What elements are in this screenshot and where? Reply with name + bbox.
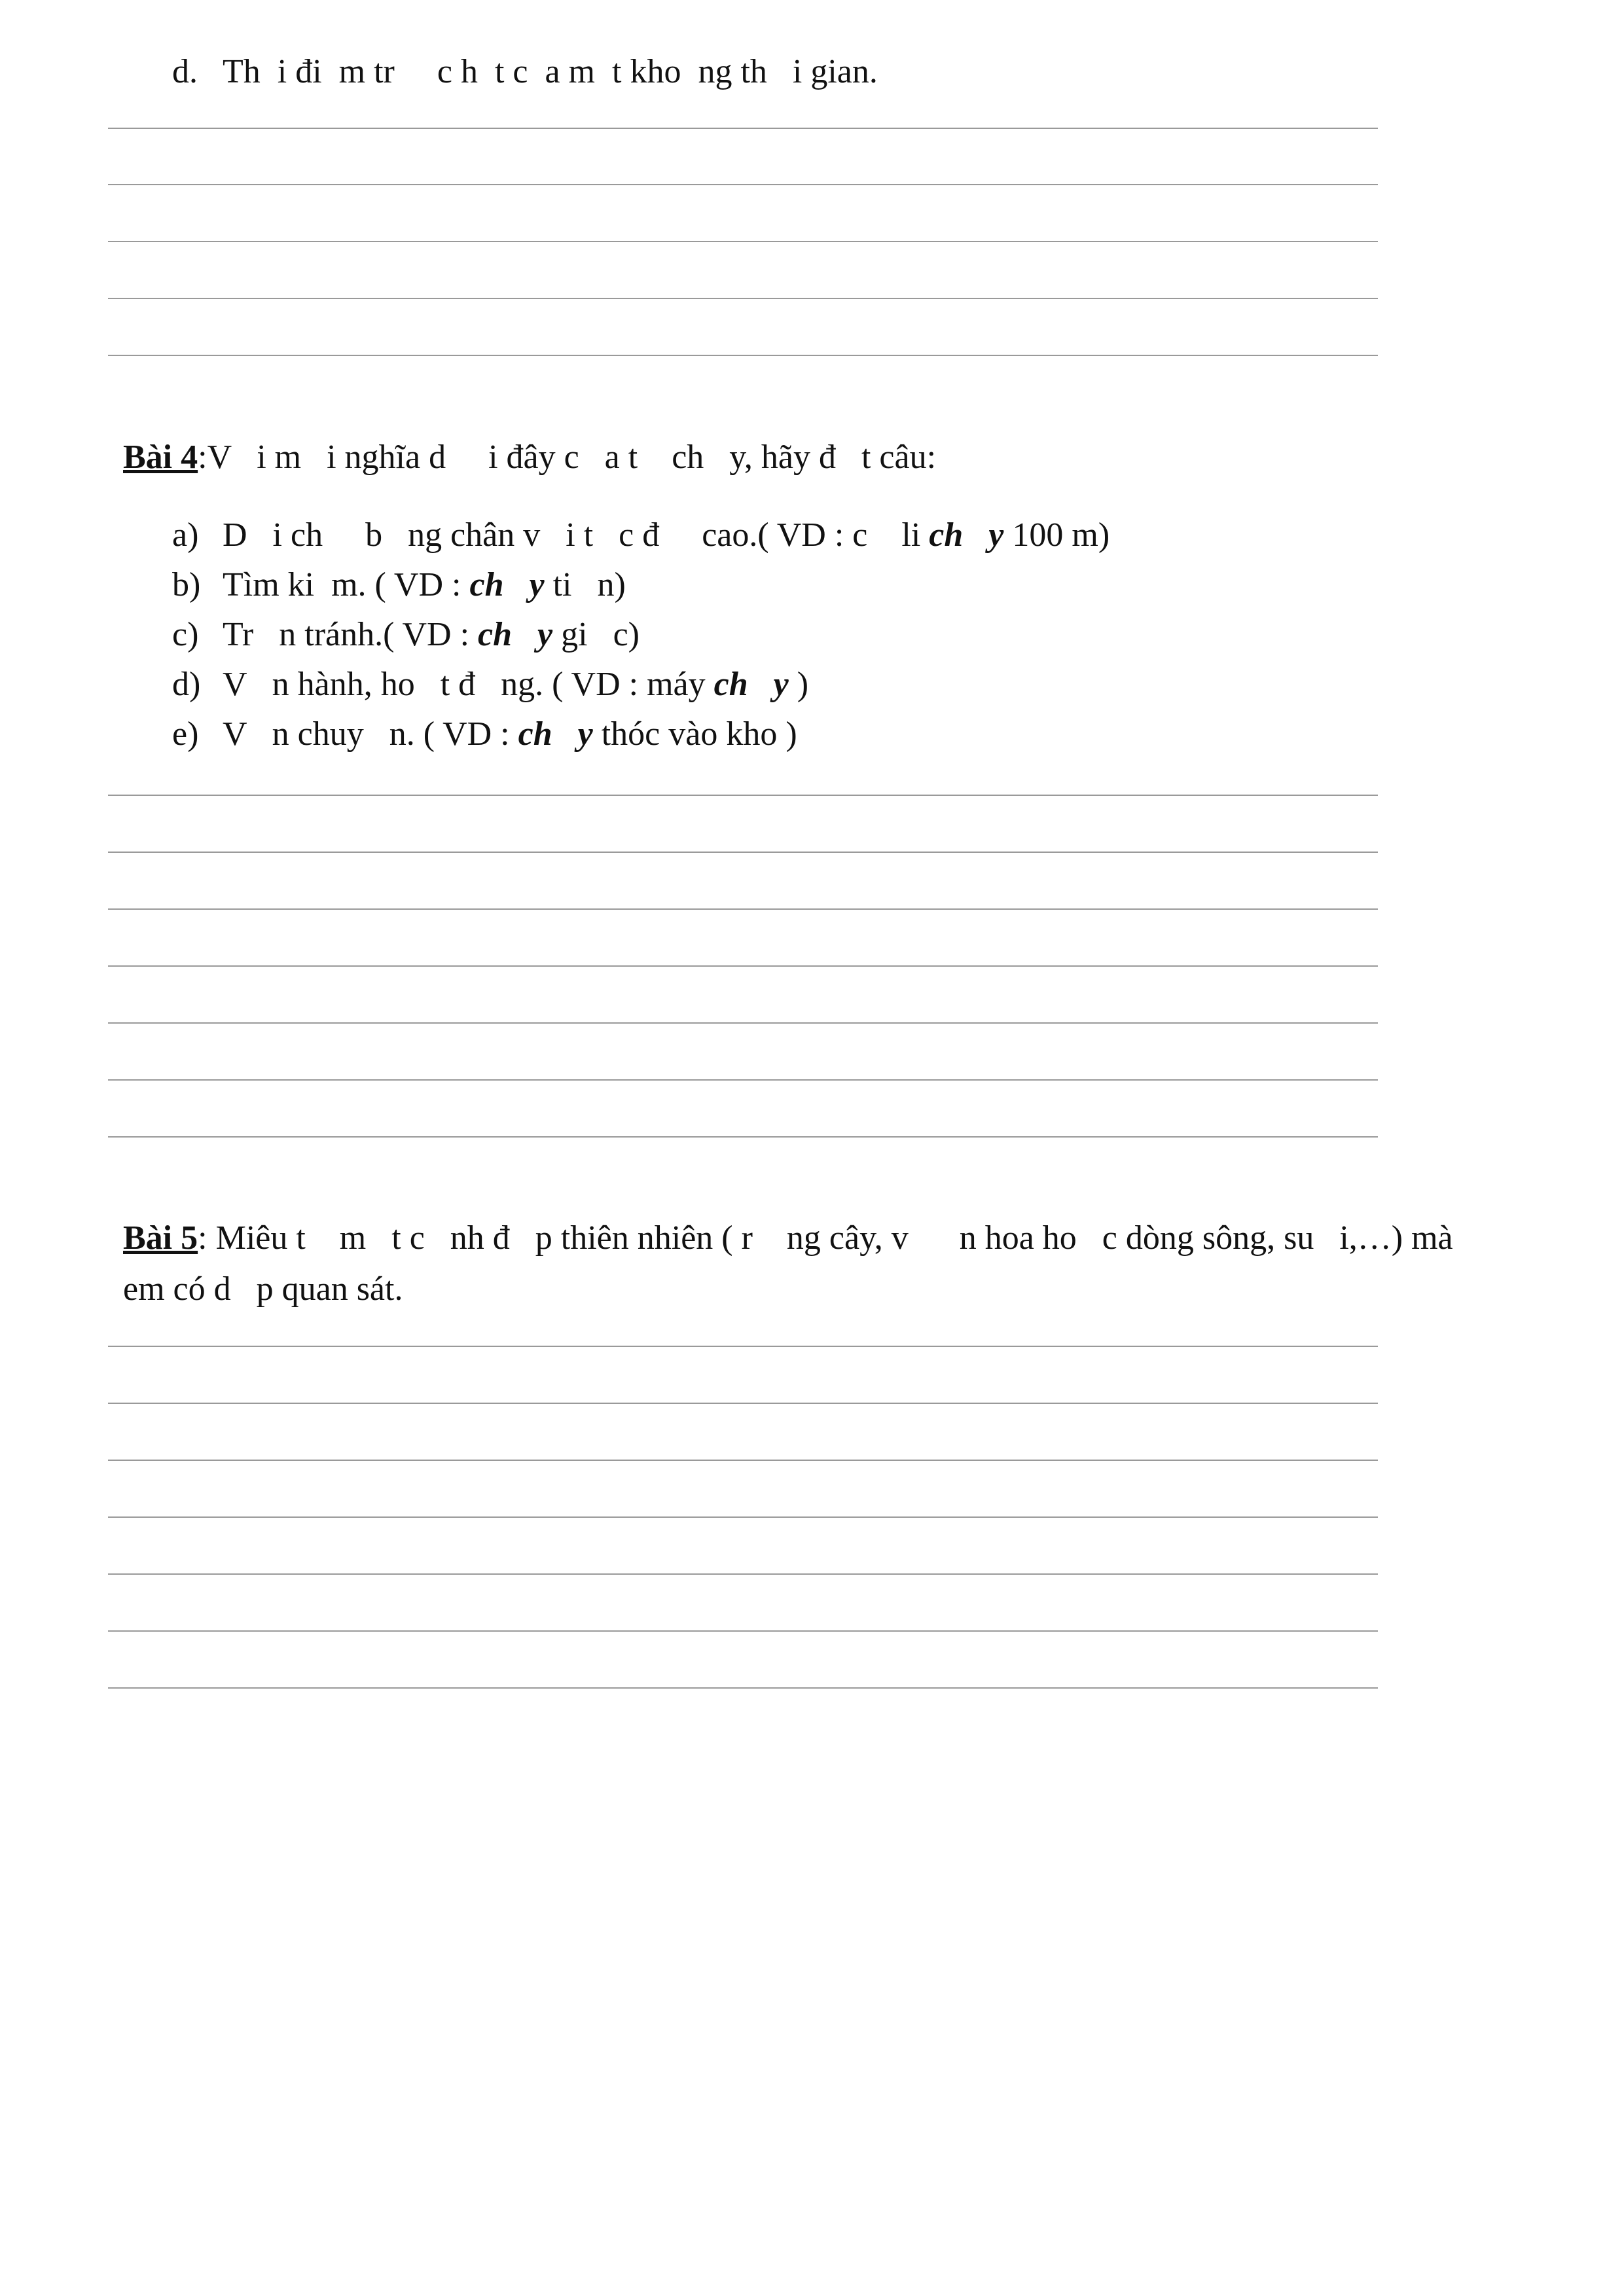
answer-line — [108, 1346, 1378, 1347]
bai5-prompt-line1: : Miêu t m t c nh đ p thiên nhiên ( r ng cây, v n hoa ho c dòng sông, su i,…) mà — [198, 1219, 1453, 1257]
bai4-item-a-marker: a) — [172, 516, 199, 554]
item-d-marker: d. — [172, 53, 198, 90]
answer-line — [108, 184, 1378, 185]
bai4-item-c-marker: c) — [172, 616, 199, 653]
bai4-item-e — [223, 713, 797, 755]
item-text: ti n) — [544, 566, 626, 603]
answer-line — [108, 128, 1378, 129]
answer-line — [108, 1516, 1378, 1518]
bai4-item-e-marker: e) — [172, 715, 199, 753]
item-keyword: ch y — [469, 566, 545, 603]
item-text: gi c) — [552, 616, 640, 653]
bai4-prompt: :V i m i nghĩa d i đây c a t ch y, hãy đ t câu: — [198, 439, 937, 476]
item-d-text: Th i đi m tr c h t c a m t kho ng th i gian. — [223, 53, 878, 90]
answer-line — [108, 1460, 1378, 1461]
answer-line — [108, 1136, 1378, 1138]
answer-line — [108, 795, 1378, 796]
item-text: D i ch b ng chân v i t c đ cao.( VD : c li — [223, 516, 929, 554]
answer-line — [108, 1079, 1378, 1081]
item-text: V n hành, ho t đ ng. ( VD : máy — [223, 666, 714, 703]
bai5-heading — [123, 1217, 1453, 1259]
item-text: ) — [788, 666, 809, 703]
item-text: Tìm ki m. ( VD : — [223, 566, 470, 603]
bai4-item-c — [223, 614, 640, 656]
answer-line — [108, 1022, 1378, 1024]
item-keyword: ch y — [518, 715, 593, 753]
answer-line — [108, 298, 1378, 299]
bai5-prompt-line2: em có d p quan sát. — [123, 1270, 403, 1308]
answer-line — [108, 355, 1378, 356]
item-keyword: ch y — [929, 516, 1004, 554]
bai5-label: Bài 5 — [123, 1219, 198, 1257]
item-text: Tr n tránh.( VD : — [223, 616, 478, 653]
answer-line — [108, 1403, 1378, 1404]
item-text: thóc vào kho ) — [592, 715, 797, 753]
item-text: V n chuy n. ( VD : — [223, 715, 518, 753]
answer-line — [108, 1573, 1378, 1575]
answer-line — [108, 965, 1378, 967]
answer-line — [108, 241, 1378, 242]
bai4-item-b-marker: b) — [172, 566, 201, 603]
bai4-heading — [123, 437, 936, 478]
answer-line — [108, 852, 1378, 853]
bai4-label: Bài 4 — [123, 439, 198, 476]
bai4-item-d-marker: d) — [172, 666, 201, 703]
answer-line — [108, 908, 1378, 910]
bai4-item-b — [223, 564, 626, 606]
bai4-item-d — [223, 664, 808, 706]
answer-line — [108, 1687, 1378, 1689]
bai4-item-a — [223, 514, 1110, 556]
item-keyword: ch y — [713, 666, 789, 703]
item-text: 100 m) — [1003, 516, 1110, 554]
item-keyword: ch y — [478, 616, 553, 653]
answer-line — [108, 1630, 1378, 1632]
